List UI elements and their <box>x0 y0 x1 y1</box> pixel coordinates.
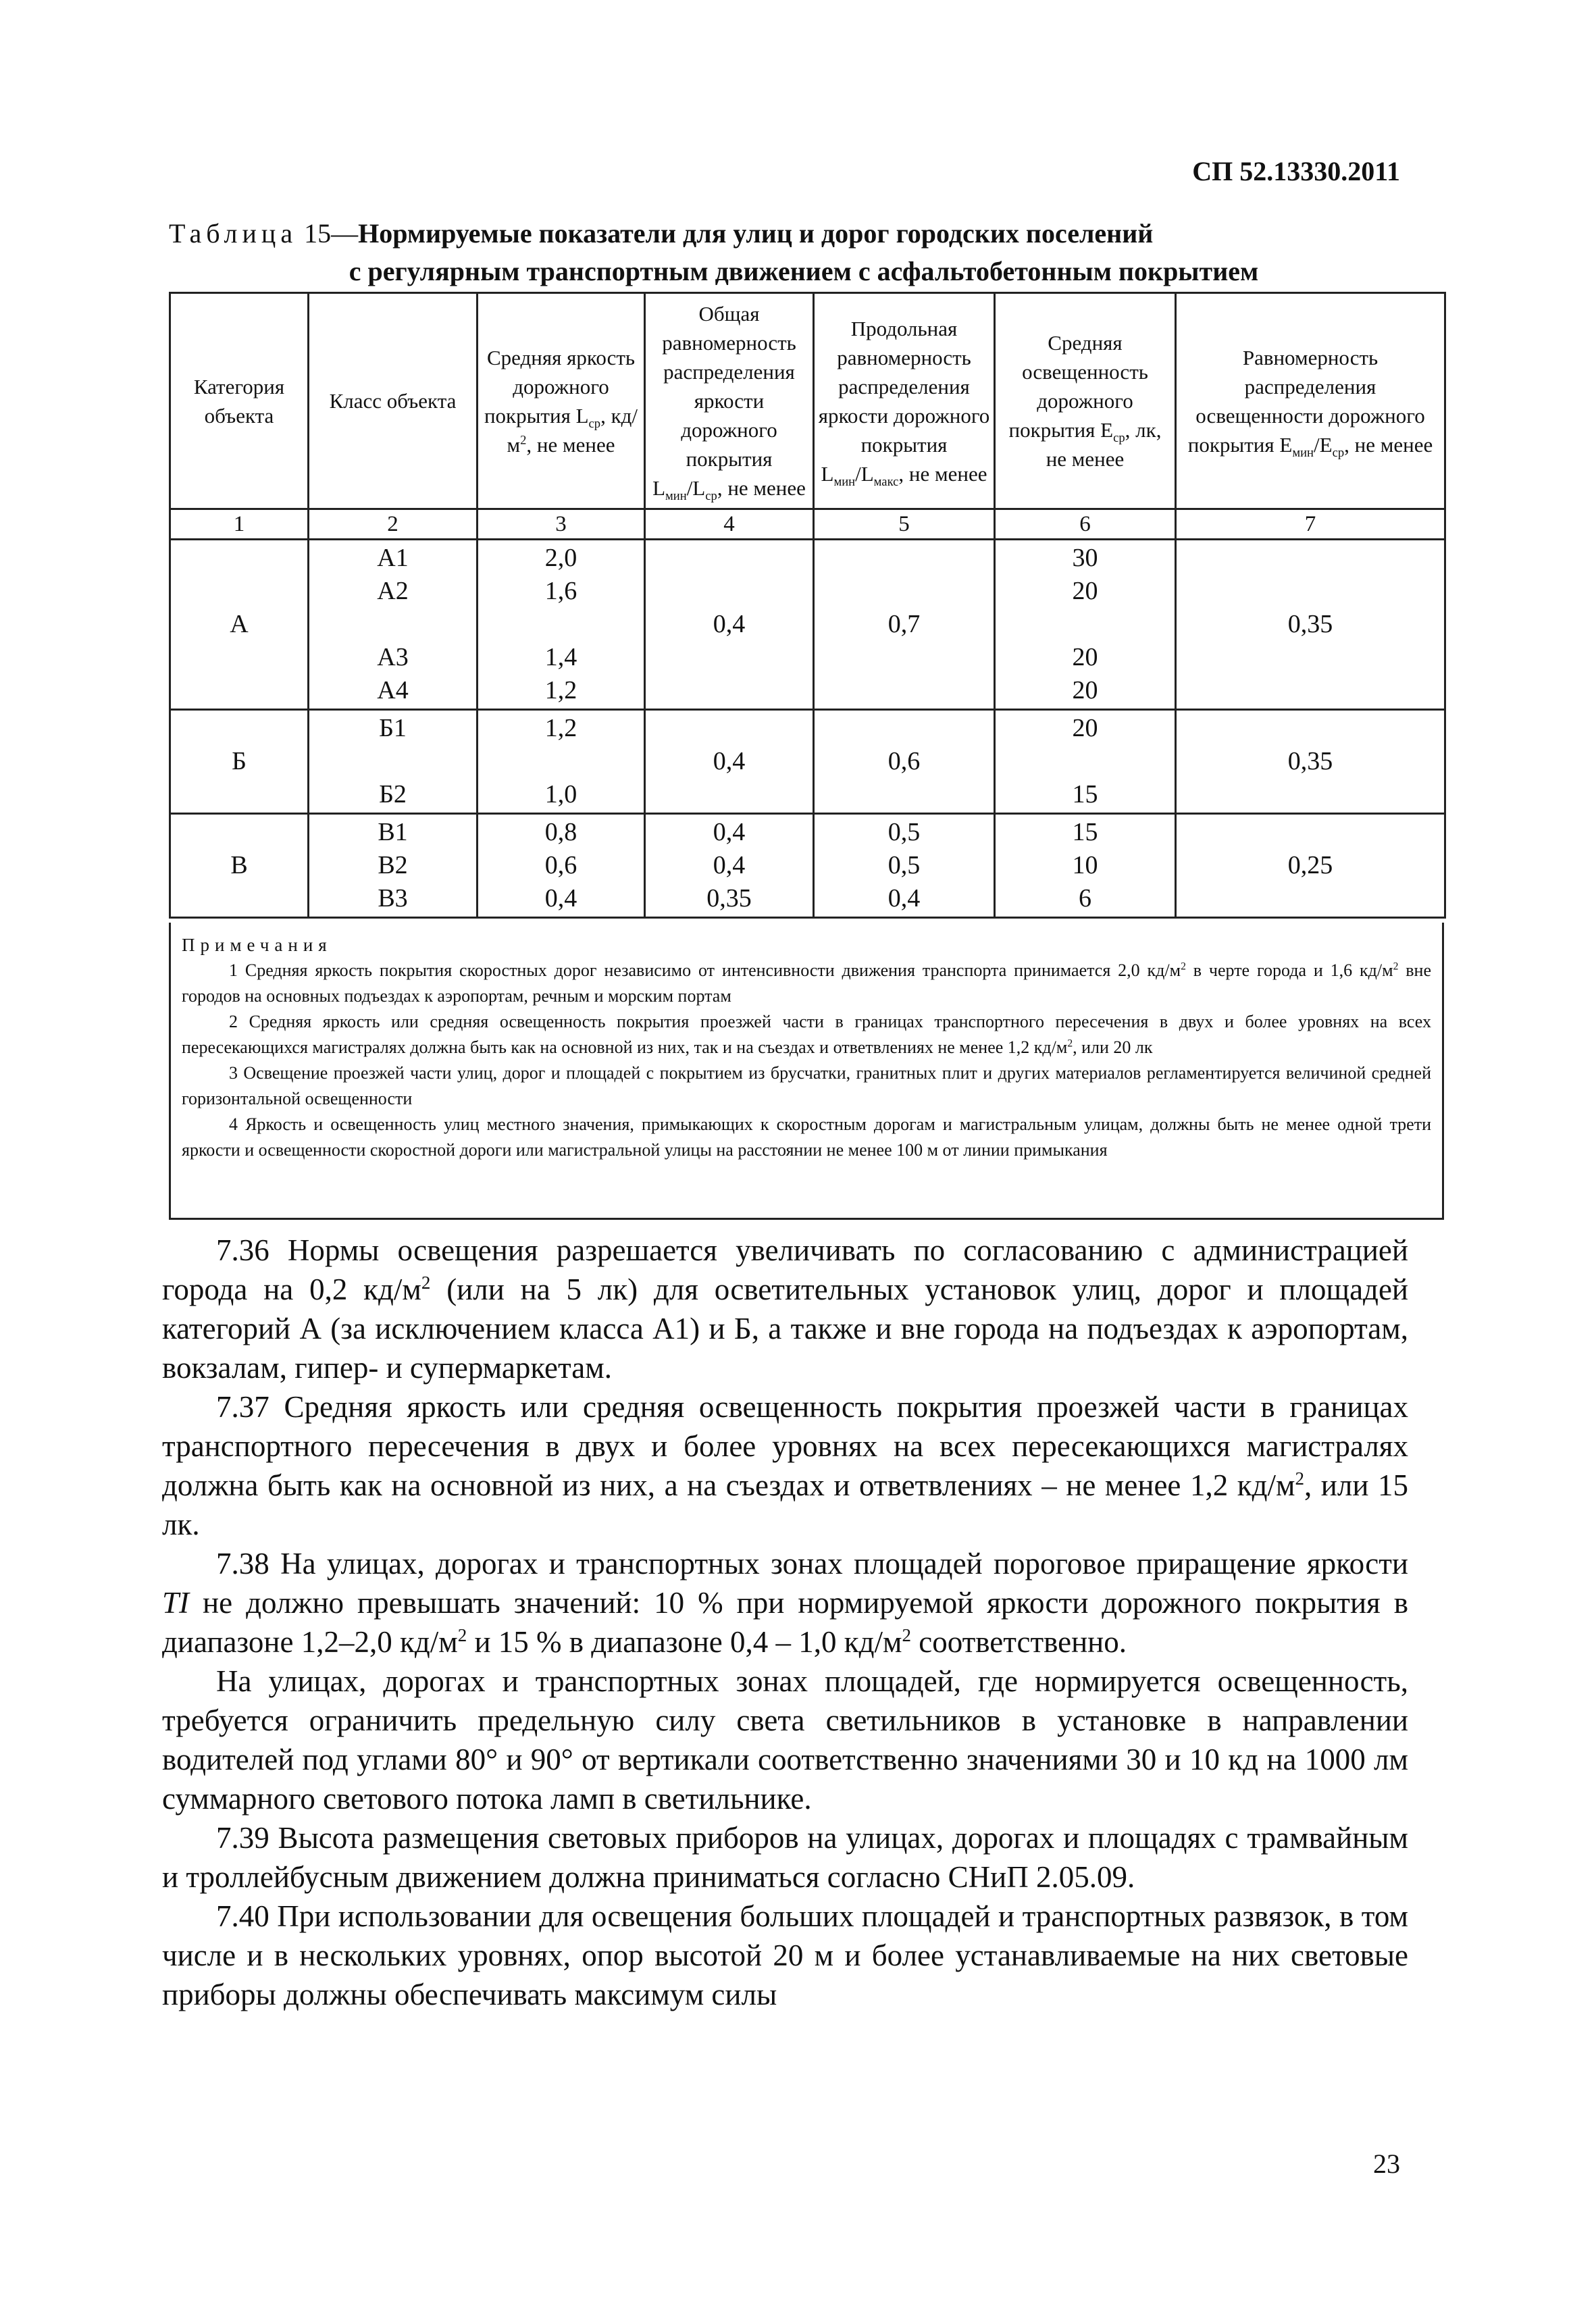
col-number: 4 <box>645 509 814 540</box>
illuminance-uniformity-cell: 0,35 <box>1176 710 1445 814</box>
table-caption <box>169 215 1439 290</box>
overall-uniformity-cell: 0,4 <box>645 540 814 710</box>
page-number: 23 <box>1373 2149 1400 2179</box>
luminance-cell: 2,0 1,6 1,4 1,2 <box>478 540 645 710</box>
paragraph-7-38: 7.38 На улицах, дорогах и транспортных зонах площадей пороговое приращение яркости TI не должно превышать значений: 10 % при нормируемой яркости дорожного покрытия в диапазоне 1,2–2,0 $кд/м^2$ и 15 % в диапазоне 0,4 – 1,0 $кд/м^2$ соответственно. <box>162 1547 1408 1659</box>
column-number-row <box>170 509 1445 540</box>
table-row-group-a <box>170 540 1445 710</box>
table-header-row <box>170 293 1445 509</box>
class-cell: А1 А2 А3 А4 <box>309 540 478 710</box>
luminance-cell: 0,8 0,6 0,4 <box>478 814 645 918</box>
notes-title: Примечания <box>182 935 332 955</box>
longitudinal-uniformity-cell: 0,5 0,5 0,4 <box>814 814 995 918</box>
col-number: 1 <box>170 509 309 540</box>
header-avg-illuminance: Средняя освещенность дорожного покрытия $E_{ср}$, лк, не менее <box>995 293 1176 509</box>
col-number: 6 <box>995 509 1176 540</box>
header-illuminance-uniformity: Равномерность распределения освещенности дорожного покрытия $E_{мин}/E_{ср}$, не менее <box>1176 293 1445 509</box>
document-code: СП 52.13330.2011 <box>1192 156 1400 186</box>
overall-uniformity-cell: 0,4 <box>645 710 814 814</box>
paragraph-7-38-continued: На улицах, дорогах и транспортных зонах площадей, где нормируется освещенность, требуется ограничить предельную силу света светильников в установке в направлении водителей под углами 80° и 90° от вертикали соответственно значениями 30 и 10 кд на 1000 лм суммарного светового потока ламп в светильнике. <box>162 1664 1408 1816</box>
col-number: 5 <box>814 509 995 540</box>
category-cell: Б <box>170 710 309 814</box>
table-notes <box>169 923 1444 1220</box>
header-avg-luminance: Средняя яркость дорожного покрытия $L_{ср}$, $кд/м^2$, не менее <box>478 293 645 509</box>
note-1: 1 Средняя яркость покрытия скоростных дорог независимо от интенсивности движения транспорта принимается 2,0 $кд/м^2$ в черте города и 1,6 $кд/м^2$ вне городов на основных подъездах к аэропортам, речным и морским портам <box>182 960 1431 1006</box>
illuminance-uniformity-cell: 0,35 <box>1176 540 1445 710</box>
header-category: Категория объекта <box>170 293 309 509</box>
luminance-cell: 1,2 1,0 <box>478 710 645 814</box>
table-caption-label: Таблица <box>169 218 298 249</box>
note-2: 2 Средняя яркость или средняя освещенность покрытия проезжей части в границах транспортного пересечения в двух и более уровнях на всех пересекающихся магистралях должна быть как на основной из них, так и на съездах и ответвлениях не менее 1,2 $кд/м^2$, или 20 лк <box>182 1012 1431 1057</box>
table-caption-title: Нормируемые показатели для улиц и дорог городских поселений <box>358 218 1154 249</box>
norms-table <box>169 292 1446 919</box>
table-caption-title-line2: с регулярным транспортным движением с асфальтобетонным покрытием <box>349 256 1259 286</box>
overall-uniformity-cell: 0,4 0,4 0,35 <box>645 814 814 918</box>
header-overall-uniformity: Общая равномерность распределения яркости дорожного покрытия $L_{мин}/L_{ср}$, не менее <box>645 293 814 509</box>
category-cell: А <box>170 540 309 710</box>
table-caption-number: 15 <box>304 218 332 249</box>
body-text <box>162 1231 1408 2014</box>
table-caption-dash: — <box>331 218 359 249</box>
col-number: 7 <box>1176 509 1445 540</box>
category-cell: В <box>170 814 309 918</box>
illuminance-cell: 20 15 <box>995 710 1176 814</box>
class-cell: В1 В2 В3 <box>309 814 478 918</box>
illuminance-cell: 30 20 20 20 <box>995 540 1176 710</box>
col-number: 3 <box>478 509 645 540</box>
header-longitudinal-uniformity: Продольная равномерность распределения яркости дорожного покрытия $L_{мин}/L_{макс}$, не менее <box>814 293 995 509</box>
paragraph-7-37: 7.37 Средняя яркость или средняя освещенность покрытия проезжей части в границах транспортного пересечения в двух и более уровнях на всех пересекающихся магистралях должна быть как на основной из них, а на съездах и ответвлениях – не менее 1,2 $кд/м^2$, или 15 лк. <box>162 1390 1408 1541</box>
col-number: 2 <box>309 509 478 540</box>
paragraph-7-40: 7.40 При использовании для освещения больших площадей и транспортных развязок, в том числе и в нескольких уровнях, опор высотой 20 м и более устанавливаемые на них световые приборы должны обеспечивать максимум силы <box>162 1899 1408 2011</box>
table-row-group-v <box>170 814 1445 918</box>
illuminance-cell: 15 10 6 <box>995 814 1176 918</box>
header-class: Класс объекта <box>309 293 478 509</box>
paragraph-7-39: 7.39 Высота размещения световых приборов на улицах, дорогах и площадях с трамвайным и троллейбусным движением должна приниматься согласно СНиП 2.05.09. <box>162 1821 1408 1894</box>
note-4: 4 Яркость и освещенность улиц местного значения, примыкающих к скоростным дорогам и магистральным улицам, должны быть не менее одной трети яркости и освещенности скоростной дороги или магистральной улицы на расстоянии не менее 100 м от линии примыкания <box>182 1114 1431 1160</box>
note-3: 3 Освещение проезжей части улиц, дорог и площадей с покрытием из брусчатки, гранитных плит и других материалов регламентируется величиной средней горизонтальной освещенности <box>182 1063 1431 1108</box>
longitudinal-uniformity-cell: 0,7 <box>814 540 995 710</box>
table-row-group-b <box>170 710 1445 814</box>
class-cell: Б1 Б2 <box>309 710 478 814</box>
longitudinal-uniformity-cell: 0,6 <box>814 710 995 814</box>
paragraph-7-36: 7.36 Нормы освещения разрешается увеличивать по согласованию с администрацией города на 0,2 $кд/м^2$ (или на 5 лк) для осветительных установок улиц, дорог и площадей категорий А (за исключением класса А1) и Б, а также и вне города на подъездах к аэропортам, вокзалам, гипер- и супермаркетам. <box>162 1233 1409 1385</box>
illuminance-uniformity-cell: 0,25 <box>1176 814 1445 918</box>
